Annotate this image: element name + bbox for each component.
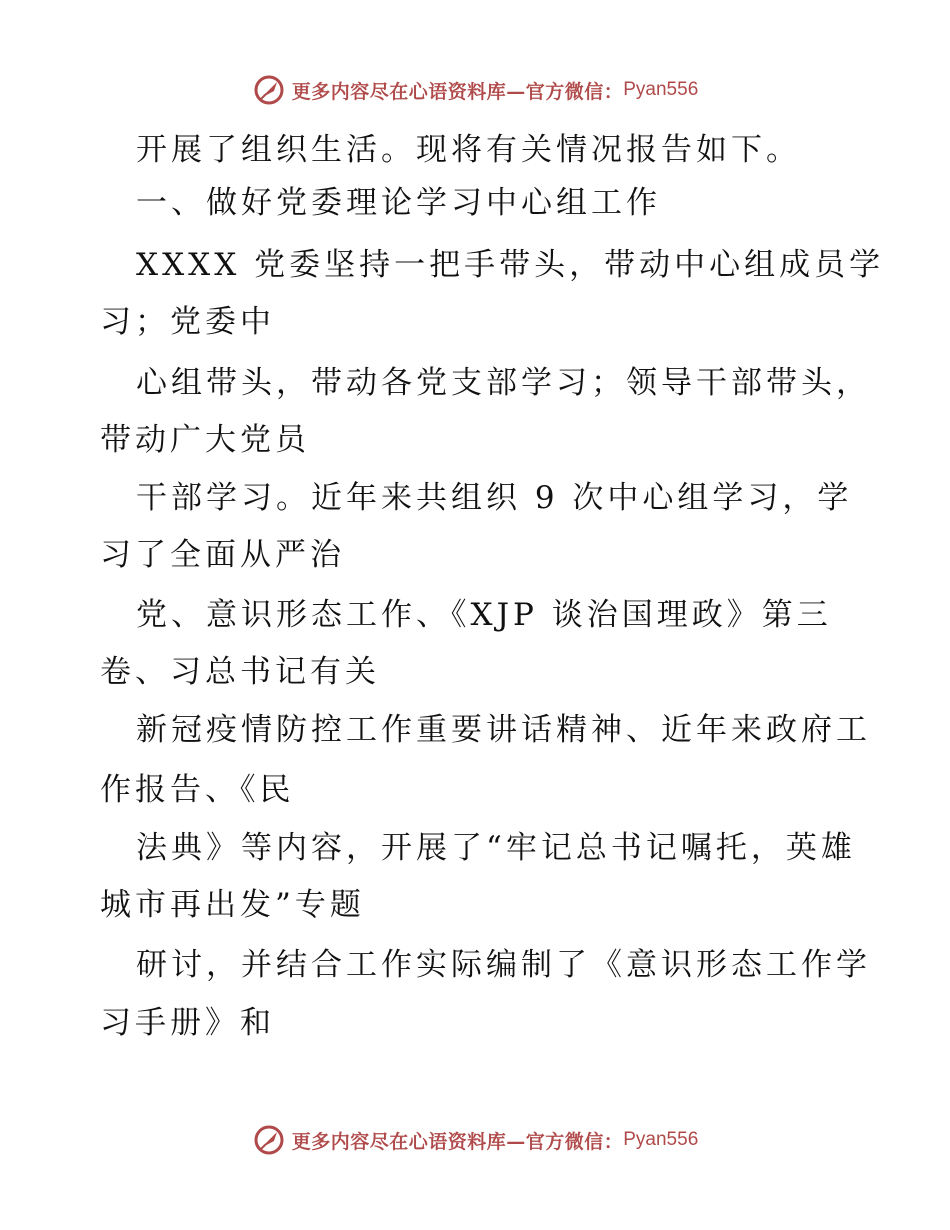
watermark-text: 更多内容尽在心语资料库—官方微信： — [291, 1130, 624, 1153]
text-line: XXXX 党委坚持一把手带头，带动中心组成员学 — [136, 247, 885, 283]
header-watermark — [0, 70, 950, 110]
watermark-id: Pyan556 — [623, 79, 699, 100]
section-heading: 一、做好党委理论学习中心组工作 — [136, 185, 661, 221]
text-line: 习了全面从严治 — [100, 537, 345, 573]
text-line: 法典》等内容，开展了“牢记总书记嘱托，英雄 — [136, 830, 856, 866]
text-line: 习手册》和 — [100, 1005, 275, 1041]
text-line: 城市再出发”专题 — [100, 887, 365, 923]
text-line: 党、意识形态工作、《XJP 谈治国理政》第三 — [136, 597, 832, 633]
text-line: 开展了组织生活。现将有关情况报告如下。 — [136, 132, 801, 168]
watermark-id: Pyan556 — [623, 1129, 699, 1150]
text-line: 卷、习总书记有关 — [100, 654, 380, 690]
text-line: 研讨，并结合工作实际编制了《意识形态工作学 — [136, 947, 871, 983]
text-line: 干部学习。近年来共组织 9 次中心组学习，学 — [136, 480, 853, 516]
text-line: 习；党委中 — [100, 304, 275, 340]
watermark-text: 更多内容尽在心语资料库—官方微信： — [291, 80, 624, 103]
text-line: 作报告、《民 — [100, 772, 295, 808]
text-line: 心组带头，带动各党支部学习；领导干部带头， — [136, 365, 871, 401]
text-line: 带动广大党员 — [100, 422, 310, 458]
quill-seal-icon — [252, 73, 286, 107]
text-line: 新冠疫情防控工作重要讲话精神、近年来政府工 — [136, 712, 871, 748]
footer-watermark — [0, 1120, 950, 1160]
quill-seal-icon — [252, 1123, 286, 1157]
